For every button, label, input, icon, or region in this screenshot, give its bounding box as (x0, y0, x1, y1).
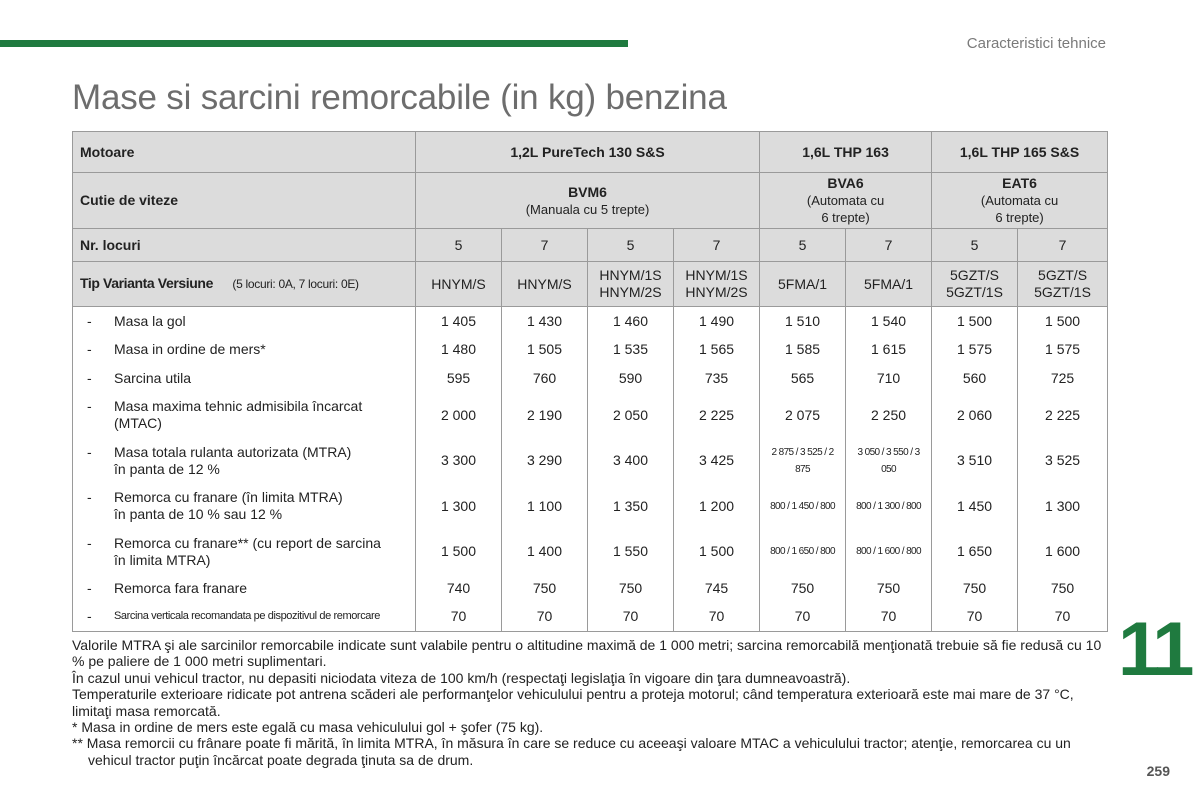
gearbox-1: BVM6 (Manuala cu 5 trepte) (416, 173, 760, 229)
value-cell: 3 510 (932, 438, 1018, 484)
value-cell: 1 500 (932, 307, 1018, 336)
value-cell: 70 (1018, 603, 1108, 632)
value-cell: 3 400 (588, 438, 674, 484)
value-cell: 595 (416, 364, 502, 393)
value-cell: 2 075 (760, 393, 846, 438)
value-cell: 2 000 (416, 393, 502, 438)
seats-cell: 7 (1018, 229, 1108, 262)
section-header: Caracteristici tehnice (966, 35, 1106, 52)
value-cell: 800 / 1 450 / 800 (760, 484, 846, 529)
row-label: - Remorca fara franare (73, 575, 416, 603)
value-cell: 3 425 (674, 438, 760, 484)
value-cell: 1 400 (502, 529, 588, 575)
value-cell: 1 460 (588, 307, 674, 336)
table-row (73, 364, 1108, 393)
seats-cell: 5 (760, 229, 846, 262)
value-cell: 1 490 (674, 307, 760, 336)
value-cell: 1 565 (674, 336, 760, 364)
type-cell: HNYM/S (502, 262, 588, 307)
value-cell: 560 (932, 364, 1018, 393)
type-cell: HNYM/S (416, 262, 502, 307)
value-cell: 70 (846, 603, 932, 632)
value-cell: 2 060 (932, 393, 1018, 438)
type-cell: HNYM/1S HNYM/2S (588, 262, 674, 307)
value-cell: 2 250 (846, 393, 932, 438)
row-label: - Masa la gol (73, 307, 416, 336)
type-cell: 5GZT/S 5GZT/1S (932, 262, 1018, 307)
table-row (73, 603, 1108, 632)
row-engines (73, 132, 1108, 173)
label-seats: Nr. locuri (73, 229, 416, 262)
chapter-number: 11 (1118, 607, 1191, 692)
note-speed: În cazul unui vehicul tractor, nu depasiti niciodata viteza de 100 km/h (respectaţi legislaţia în vigoare din ţara dumneavoastră). (72, 669, 851, 686)
value-cell: 1 510 (760, 307, 846, 336)
value-cell: 800 / 1 600 / 800 (846, 529, 932, 575)
seats-cell: 5 (416, 229, 502, 262)
type-cell: HNYM/1S HNYM/2S (674, 262, 760, 307)
table-row (73, 529, 1108, 575)
value-cell: 800 / 1 300 / 800 (846, 484, 932, 529)
value-cell: 1 500 (1018, 307, 1108, 336)
seats-cell: 5 (932, 229, 1018, 262)
value-cell: 760 (502, 364, 588, 393)
value-cell: 3 050 / 3 550 / 3 050 (846, 438, 932, 484)
value-cell: 735 (674, 364, 760, 393)
value-cell: 740 (416, 575, 502, 603)
table-row (73, 575, 1108, 603)
note-altitude: Valorile MTRA şi ale sarcinilor remorcabile indicate sunt valabile pentru o altitudine maximă de 1 000 metri; sarcina remorcabilă menţionată trebuie să fie redusă cu 10 % pe paliere de 1 000 metri suplimentari. (72, 637, 1102, 670)
row-label: - Remorca cu franare (în limita MTRA) în panta de 10 % sau 12 % (73, 484, 416, 529)
table-row (73, 438, 1108, 484)
value-cell: 1 500 (674, 529, 760, 575)
note-temperature: Temperaturile exterioare ridicate pot antrena scăderi ale performanţelor vehiculului pentru a proteja motorul; când temperatura exterioară este mai mare de 37 °C, limitaţi masa remorcată. (72, 686, 1074, 719)
value-cell: 750 (588, 575, 674, 603)
value-cell: 3 525 (1018, 438, 1108, 484)
row-label: - Masa in ordine de mers* (73, 336, 416, 364)
row-label: - Sarcina utila (73, 364, 416, 393)
value-cell: 70 (760, 603, 846, 632)
type-cell: 5FMA/1 (846, 262, 932, 307)
value-cell: 1 405 (416, 307, 502, 336)
row-label: - Sarcina verticala recomandata pe dispozitivul de remorcare (73, 603, 416, 632)
value-cell: 750 (846, 575, 932, 603)
note-mass-running: * Masa in ordine de mers este egală cu masa vehiculului gol + şofer (75 kg). (72, 719, 544, 736)
value-cell: 1 100 (502, 484, 588, 529)
note-braked-trailer: ** Masa remorcii cu frânare poate fi mărită, în limita MTRA, în măsura în care se reduce cu aceeaşi valoare MTAC a vehiculului tractor; atenţie, remorcarea cu un vehicul tractor puţin încărcat poate degrada ţinuta sa de drum. (72, 735, 1071, 768)
value-cell: 750 (932, 575, 1018, 603)
top-accent-bar (0, 40, 628, 47)
value-cell: 1 350 (588, 484, 674, 529)
value-cell: 750 (502, 575, 588, 603)
row-label: - Masa totala rulanta autorizata (MTRA) în panta de 12 % (73, 438, 416, 484)
engine-2: 1,6L THP 163 (760, 132, 932, 173)
value-cell: 1 505 (502, 336, 588, 364)
row-label: - Remorca cu franare** (cu report de sarcina în limita MTRA) (73, 529, 416, 575)
value-cell: 800 / 1 650 / 800 (760, 529, 846, 575)
page-title: Mase si sarcini remorcabile (in kg) benzina (72, 78, 727, 117)
value-cell: 70 (932, 603, 1018, 632)
value-cell: 1 600 (1018, 529, 1108, 575)
label-engines: Motoare (73, 132, 416, 173)
value-cell: 710 (846, 364, 932, 393)
value-cell: 70 (588, 603, 674, 632)
value-cell: 1 300 (1018, 484, 1108, 529)
value-cell: 1 450 (932, 484, 1018, 529)
type-cell: 5FMA/1 (760, 262, 846, 307)
table-row (73, 393, 1108, 438)
table-row (73, 484, 1108, 529)
value-cell: 70 (416, 603, 502, 632)
row-gearbox (73, 173, 1108, 229)
value-cell: 745 (674, 575, 760, 603)
footnotes (72, 637, 1112, 768)
type-cell: 5GZT/S 5GZT/1S (1018, 262, 1108, 307)
seats-cell: 7 (846, 229, 932, 262)
row-seats (73, 229, 1108, 262)
value-cell: 1 575 (1018, 336, 1108, 364)
value-cell: 565 (760, 364, 846, 393)
row-types (73, 262, 1108, 307)
value-cell: 70 (502, 603, 588, 632)
spec-table (72, 131, 1108, 632)
value-cell: 1 480 (416, 336, 502, 364)
value-cell: 2 875 / 3 525 / 2 875 (760, 438, 846, 484)
value-cell: 3 290 (502, 438, 588, 484)
value-cell: 2 050 (588, 393, 674, 438)
value-cell: 2 225 (1018, 393, 1108, 438)
value-cell: 2 190 (502, 393, 588, 438)
label-type: Tip Varianta Versiune (5 locuri: 0A, 7 locuri: 0E) (73, 262, 416, 307)
value-cell: 70 (674, 603, 760, 632)
value-cell: 1 540 (846, 307, 932, 336)
value-cell: 750 (1018, 575, 1108, 603)
engine-1: 1,2L PureTech 130 S&S (416, 132, 760, 173)
value-cell: 2 225 (674, 393, 760, 438)
label-gearbox: Cutie de viteze (73, 173, 416, 229)
row-label: - Masa maxima tehnic admisibila încarcat (MTAC) (73, 393, 416, 438)
value-cell: 1 650 (932, 529, 1018, 575)
seats-cell: 7 (502, 229, 588, 262)
gearbox-2: BVA6 (Automata cu 6 trepte) (760, 173, 932, 229)
value-cell: 1 550 (588, 529, 674, 575)
value-cell: 1 500 (416, 529, 502, 575)
value-cell: 1 615 (846, 336, 932, 364)
value-cell: 1 300 (416, 484, 502, 529)
page-number: 259 (1146, 763, 1170, 779)
value-cell: 750 (760, 575, 846, 603)
engine-3: 1,6L THP 165 S&S (932, 132, 1108, 173)
value-cell: 1 575 (932, 336, 1018, 364)
gearbox-3: EAT6 (Automata cu 6 trepte) (932, 173, 1108, 229)
table-row (73, 336, 1108, 364)
value-cell: 590 (588, 364, 674, 393)
value-cell: 1 585 (760, 336, 846, 364)
value-cell: 1 200 (674, 484, 760, 529)
value-cell: 725 (1018, 364, 1108, 393)
value-cell: 3 300 (416, 438, 502, 484)
seats-cell: 7 (674, 229, 760, 262)
seats-cell: 5 (588, 229, 674, 262)
value-cell: 1 535 (588, 336, 674, 364)
value-cell: 1 430 (502, 307, 588, 336)
table-row (73, 307, 1108, 336)
